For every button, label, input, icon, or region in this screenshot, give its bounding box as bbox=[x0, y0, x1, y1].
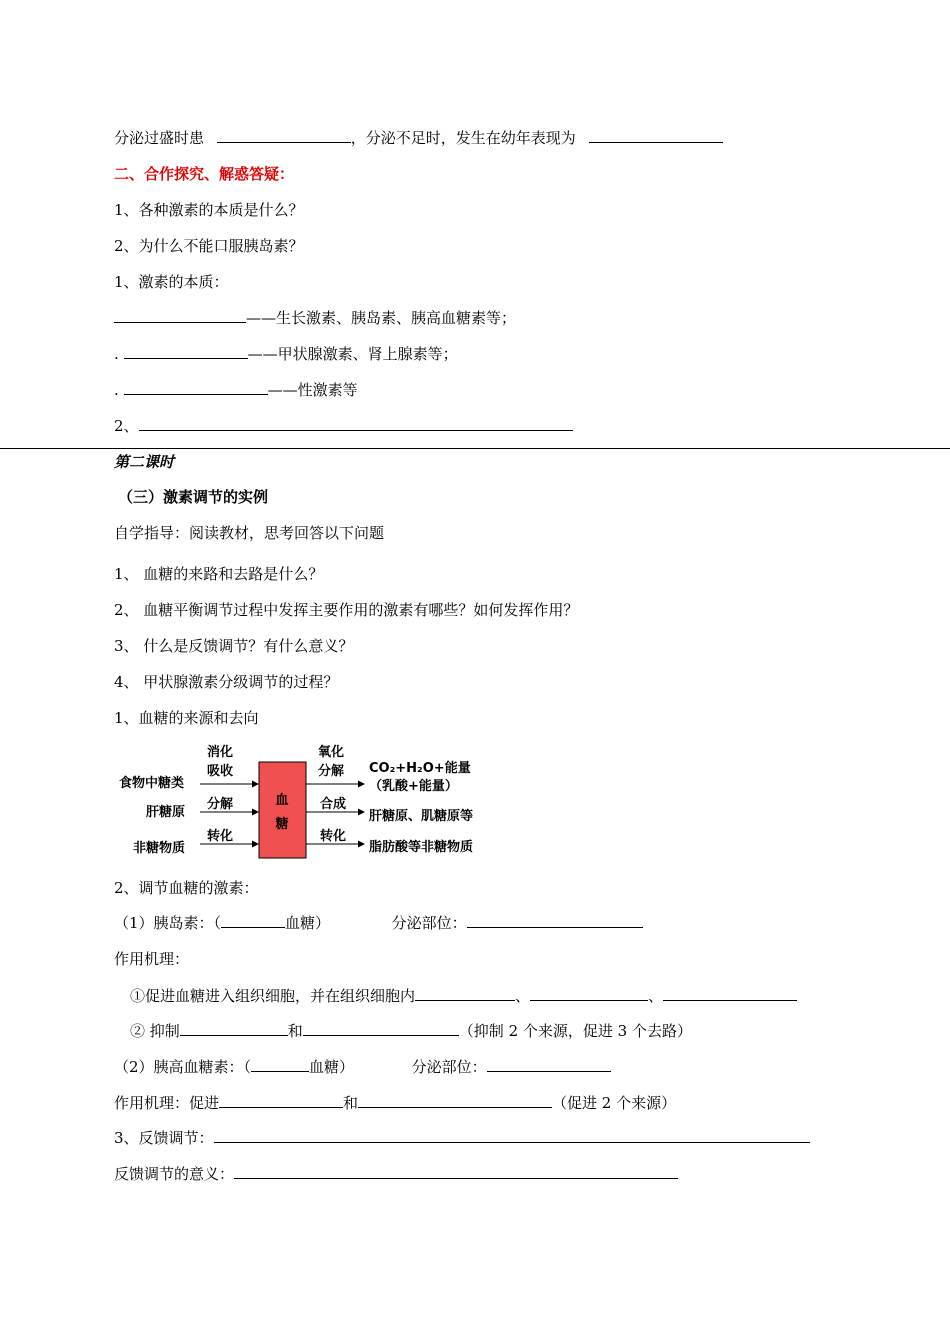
text: ，分泌不足时，发生在幼年表现为 bbox=[350, 129, 576, 147]
section-heading: 二、合作探究、解惑答疑： bbox=[114, 165, 295, 183]
arrow-label: 分解 bbox=[207, 797, 234, 812]
mechanism-1 bbox=[130, 986, 797, 1006]
bullet: . bbox=[114, 345, 119, 363]
text: 、 bbox=[648, 987, 664, 1005]
mechanism-label: 作用机理： bbox=[114, 950, 190, 968]
text: 和 bbox=[343, 1094, 359, 1112]
text: （1）胰岛素：（ bbox=[114, 914, 222, 932]
blank-field[interactable] bbox=[114, 308, 246, 323]
blood-glucose-diagram bbox=[114, 740, 494, 862]
sink-label: （乳酸+能量） bbox=[369, 779, 458, 794]
question-1: 1、 血糖的来路和去路是什么？ bbox=[114, 565, 324, 583]
text: 作用机理：促进 bbox=[114, 1094, 220, 1112]
blank-field[interactable] bbox=[219, 1093, 343, 1108]
blank-field[interactable] bbox=[530, 986, 648, 1001]
text: 2、 bbox=[114, 417, 139, 435]
arrow-label: 吸收 bbox=[207, 764, 234, 779]
text: 分泌过盛时患 bbox=[114, 129, 205, 147]
mechanism-2 bbox=[130, 1021, 692, 1041]
text: （2）胰高血糖素：（ bbox=[114, 1058, 252, 1076]
blank-field[interactable] bbox=[124, 344, 248, 359]
self-study-guide: 自学指导：阅读教材，思考回答以下问题 bbox=[114, 524, 385, 542]
source-label: 肝糖原 bbox=[146, 805, 186, 820]
blank-field[interactable] bbox=[234, 1164, 678, 1179]
lesson-subtitle: （三）激素调节的实例 bbox=[118, 488, 269, 506]
question-1: 1、各种激素的本质是什么？ bbox=[114, 201, 304, 219]
secretion-line bbox=[114, 128, 723, 148]
text: 血糖） bbox=[285, 914, 331, 932]
answer-2 bbox=[114, 416, 573, 436]
blank-field[interactable] bbox=[221, 913, 285, 928]
answer-item-3 bbox=[114, 380, 358, 400]
arrow-label: 转化 bbox=[207, 829, 234, 844]
sink-label: CO₂+H₂O+能量 bbox=[369, 761, 471, 776]
feedback-line bbox=[114, 1128, 810, 1148]
arrow-label: 合成 bbox=[320, 797, 347, 812]
answer-item-2 bbox=[114, 344, 458, 364]
arrow-label: 氧化 bbox=[318, 745, 345, 760]
sink-label: 脂肪酸等非糖物质 bbox=[369, 840, 474, 855]
arrow-label: 转化 bbox=[320, 829, 347, 844]
text: 分泌部位： bbox=[391, 914, 467, 932]
text: ——生长激素、胰岛素、胰高血糖素等； bbox=[246, 309, 517, 327]
text: 3、反馈调节： bbox=[114, 1129, 214, 1147]
sink-label: 肝糖原、肌糖原等 bbox=[369, 809, 474, 824]
glucagon-line bbox=[114, 1057, 611, 1077]
blank-field[interactable] bbox=[663, 986, 797, 1001]
arrow-label: 消化 bbox=[207, 745, 234, 760]
answer-item-1 bbox=[114, 308, 516, 328]
text: ② 抑制 bbox=[130, 1022, 180, 1040]
answer-1: 1、血糖的来源和去向 bbox=[114, 709, 259, 727]
text: 血糖） bbox=[309, 1058, 355, 1076]
text: （抑制 2 个来源，促进 3 个去路） bbox=[458, 1022, 692, 1040]
source-label: 非糖物质 bbox=[133, 841, 186, 856]
center-label: 血 bbox=[275, 793, 289, 808]
blank-field[interactable] bbox=[124, 380, 268, 395]
blank-field[interactable] bbox=[358, 1093, 552, 1108]
center-label: 糖 bbox=[275, 817, 289, 832]
text: ①促进血糖进入组织细胞，并在组织细胞内 bbox=[130, 987, 416, 1005]
text: 分泌部位： bbox=[411, 1058, 487, 1076]
glucagon-mechanism bbox=[114, 1093, 676, 1113]
blank-field[interactable] bbox=[217, 128, 351, 143]
blank-field[interactable] bbox=[180, 1021, 288, 1036]
blank-field[interactable] bbox=[303, 1021, 459, 1036]
source-label: 食物中糖类 bbox=[119, 776, 185, 791]
text: 反馈调节的意义： bbox=[114, 1165, 235, 1183]
question-3: 3、 什么是反馈调节？有什么意义？ bbox=[114, 637, 354, 655]
blank-field[interactable] bbox=[214, 1128, 810, 1143]
text: ——甲状腺激素、肾上腺素等； bbox=[247, 345, 458, 363]
question-2: 2、为什么不能口服胰岛素？ bbox=[114, 237, 304, 255]
bullet: . bbox=[114, 381, 119, 399]
blank-field[interactable] bbox=[487, 1057, 611, 1072]
blank-field[interactable] bbox=[415, 986, 515, 1001]
text: ——性激素等 bbox=[267, 381, 358, 399]
arrow-label: 分解 bbox=[318, 764, 345, 779]
insulin-line bbox=[114, 913, 643, 933]
text: 、 bbox=[515, 987, 531, 1005]
divider bbox=[0, 448, 950, 449]
blood-glucose-box bbox=[259, 762, 306, 858]
blank-field[interactable] bbox=[589, 128, 723, 143]
blank-field[interactable] bbox=[139, 416, 573, 431]
blank-field[interactable] bbox=[251, 1057, 309, 1072]
answer-1: 1、激素的本质： bbox=[114, 273, 229, 291]
lesson-title: 第二课时 bbox=[114, 453, 175, 471]
blank-field[interactable] bbox=[467, 913, 643, 928]
question-2: 2、 血糖平衡调节过程中发挥主要作用的激素有哪些？如何发挥作用？ bbox=[114, 601, 579, 619]
text: （促进 2 个来源） bbox=[552, 1094, 677, 1112]
question-4: 4、 甲状腺激素分级调节的过程？ bbox=[114, 673, 339, 691]
hormones-heading: 2、调节血糖的激素： bbox=[114, 879, 259, 897]
text: 和 bbox=[287, 1022, 303, 1040]
feedback-meaning-line bbox=[114, 1164, 678, 1184]
